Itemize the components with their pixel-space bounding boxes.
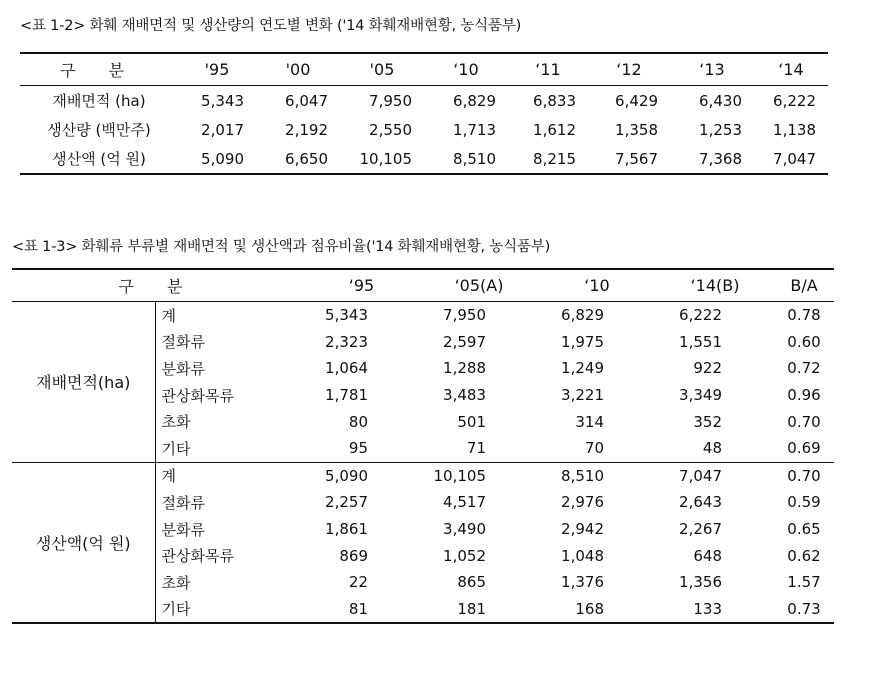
ratio-cell: 1.57 (787, 573, 821, 592)
table-cell: 6,430 (699, 91, 742, 110)
category-label: 절화류 (161, 493, 205, 512)
table-cell: 6,833 (533, 91, 576, 110)
category-label: 초화 (161, 413, 191, 432)
table-cell: 1,356 (679, 573, 722, 592)
table-2-header-cell: ‘95 (303, 269, 420, 302)
table-cell: 1,052 (443, 546, 486, 565)
table-cell: 48 (702, 439, 722, 458)
table-cell: 5,090 (303, 462, 420, 489)
table-1 (20, 52, 828, 175)
table-2-header-cell: ‘05(A) (420, 269, 538, 302)
table-cell: 1,048 (561, 546, 604, 565)
table-row (12, 462, 834, 489)
table-cell: 2,192 (285, 120, 328, 139)
table-cell: 8,215 (533, 149, 576, 168)
category-label: 기타 (161, 600, 191, 619)
table-2-header-cell: 구 분 (12, 269, 303, 302)
category-label: 기타 (161, 439, 191, 458)
table-cell: 6,222 (679, 306, 722, 325)
row-label: 재배면적 (ha) (52, 92, 146, 110)
table-2-caption: <표 1-3> 화훼류 부류별 재배면적 및 생산액과 점유비율('14 화훼재배현황, 농식품부) (12, 239, 551, 255)
table-2 (12, 268, 834, 624)
table-cell: 6,222 (773, 91, 816, 110)
table-cell: 1,861 (325, 520, 368, 539)
table-1-header-cell: ‘14 (754, 53, 828, 86)
table-cell: 6,047 (285, 91, 328, 110)
table-cell: 7,047 (773, 149, 816, 168)
table-cell: 8,510 (538, 462, 656, 489)
ratio-cell: 0.70 (774, 462, 834, 489)
table-cell: 81 (348, 599, 368, 618)
table-cell: 70 (584, 439, 604, 458)
table-cell: 7,950 (369, 91, 412, 110)
table-cell: 7,047 (656, 462, 774, 489)
table-cell: 95 (348, 439, 368, 458)
table-1-header-cell: '05 (340, 53, 424, 86)
ratio-cell: 0.62 (787, 546, 821, 565)
table-cell: 2,267 (679, 520, 722, 539)
table-1-header-row (20, 53, 828, 86)
table-cell: 80 (348, 412, 368, 431)
table-cell: 22 (348, 573, 368, 592)
table-1-header-cell: ‘11 (508, 53, 588, 86)
table-cell: 1,781 (325, 386, 368, 405)
ratio-cell: 0.96 (787, 386, 821, 405)
row-label: 생산량 (백만주) (47, 121, 151, 139)
table-cell: 6,829 (453, 91, 496, 110)
table-cell: 922 (693, 359, 722, 378)
category-label: 계 (155, 462, 303, 489)
ratio-cell: 0.78 (787, 306, 821, 325)
ratio-cell: 0.73 (787, 599, 821, 618)
table-cell: 2,550 (369, 120, 412, 139)
table-1-header-cell: '00 (256, 53, 340, 86)
table-cell: 5,343 (201, 91, 244, 110)
category-label: 분화류 (161, 359, 205, 378)
table-cell: 2,976 (561, 493, 604, 512)
table-cell: 1,551 (679, 332, 722, 351)
ratio-cell: 0.70 (787, 412, 821, 431)
table-cell: 1,376 (561, 573, 604, 592)
table-row (20, 115, 828, 144)
table-1-header-cell: ‘13 (670, 53, 754, 86)
table-cell: 501 (457, 412, 486, 431)
table-cell: 1,358 (615, 120, 658, 139)
category-label: 관상화목류 (161, 547, 234, 566)
category-label: 관상화목류 (161, 386, 234, 405)
table-row (20, 144, 828, 174)
table-cell: 869 (339, 546, 368, 565)
ratio-cell: 0.59 (787, 493, 821, 512)
group-label: 재배면적(ha) (12, 302, 155, 463)
ratio-cell: 0.60 (787, 332, 821, 351)
table-cell: 5,343 (325, 306, 368, 325)
table-cell: 10,105 (359, 149, 412, 168)
table-cell: 1,975 (561, 332, 604, 351)
table-row (20, 86, 828, 116)
group-label: 생산액(억 원) (12, 462, 155, 623)
table-cell: 3,483 (443, 386, 486, 405)
table-cell: 2,643 (679, 493, 722, 512)
row-label: 생산액 (억 원) (52, 150, 146, 168)
table-cell: 3,490 (443, 520, 486, 539)
table-cell: 2,942 (561, 520, 604, 539)
table-cell: 4,517 (443, 493, 486, 512)
table-cell: 71 (466, 439, 486, 458)
table-1-header-cell: '95 (178, 53, 256, 86)
table-cell: 3,349 (679, 386, 722, 405)
category-label: 절화류 (161, 333, 205, 352)
table-cell: 1,253 (699, 120, 742, 139)
table-1-header-cell: ‘10 (424, 53, 508, 86)
table-cell: 1,288 (443, 359, 486, 378)
table-cell: 7,567 (615, 149, 658, 168)
ratio-cell: 0.69 (787, 439, 821, 458)
table-cell: 168 (575, 599, 604, 618)
table-cell: 7,950 (443, 306, 486, 325)
category-label: 초화 (161, 573, 191, 592)
table-cell: 7,368 (699, 149, 742, 168)
ratio-cell: 0.72 (787, 359, 821, 378)
table-cell: 352 (693, 412, 722, 431)
table-2-header-row (12, 269, 834, 302)
table-cell: 6,429 (615, 91, 658, 110)
table-cell: 2,257 (325, 493, 368, 512)
table-2-header-cell: ‘10 (538, 269, 656, 302)
category-label: 계 (161, 306, 176, 325)
table-1-header-cell: ‘12 (588, 53, 670, 86)
table-cell: 314 (575, 412, 604, 431)
table-cell: 1,138 (773, 120, 816, 139)
table-cell: 1,713 (453, 120, 496, 139)
table-1-caption: <표 1-2> 화훼 재배면적 및 생산량의 연도별 변화 ('14 화훼재배현황, 농식품부) (20, 18, 522, 34)
table-2-header-cell: B/A (774, 269, 834, 302)
table-cell: 1,064 (325, 359, 368, 378)
table-2-header-cell: ‘14(B) (656, 269, 774, 302)
table-cell: 2,323 (325, 332, 368, 351)
table-cell: 3,221 (561, 386, 604, 405)
ratio-cell: 0.65 (787, 520, 821, 539)
table-cell: 1,612 (533, 120, 576, 139)
table-cell: 2,017 (201, 120, 244, 139)
table-cell: 865 (457, 573, 486, 592)
table-cell: 10,105 (420, 462, 538, 489)
table-1-header-cell: 구 분 (20, 53, 178, 86)
table-row (12, 302, 834, 329)
category-label: 분화류 (161, 520, 205, 539)
table-cell: 133 (693, 599, 722, 618)
table-cell: 648 (693, 546, 722, 565)
table-cell: 6,829 (561, 306, 604, 325)
table-cell: 8,510 (453, 149, 496, 168)
table-cell: 6,650 (285, 149, 328, 168)
table-cell: 1,249 (561, 359, 604, 378)
table-cell: 5,090 (201, 149, 244, 168)
table-cell: 181 (457, 599, 486, 618)
table-cell: 2,597 (443, 332, 486, 351)
